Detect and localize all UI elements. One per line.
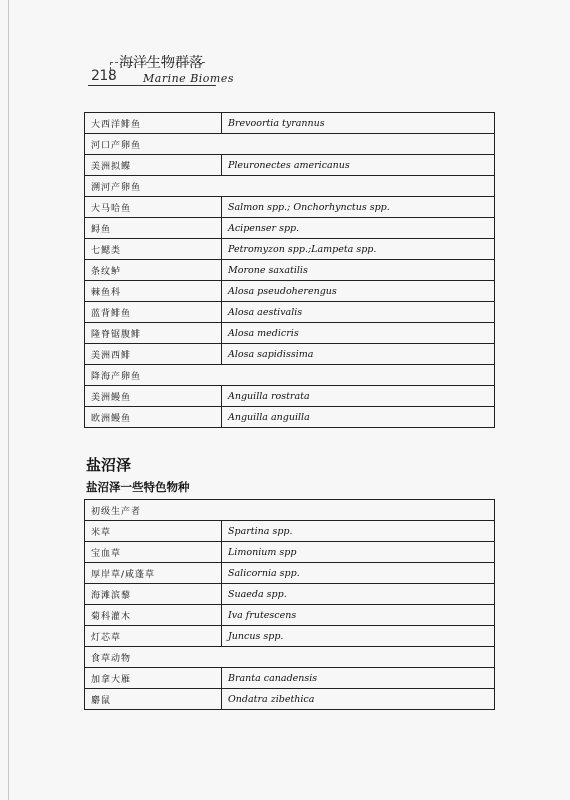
species-row (85, 407, 495, 428)
common-name-cell: 麝鼠 (85, 689, 222, 710)
scientific-name-cell: Anguilla anguilla (222, 407, 495, 428)
common-name-cell: 加拿大雁 (85, 668, 222, 689)
scientific-name-cell: Alosa aestivalis (222, 302, 495, 323)
fish-species-table (84, 112, 495, 428)
species-row (85, 323, 495, 344)
scientific-name-cell: Spartina spp. (222, 521, 495, 542)
scientific-name-cell: Limonium spp (222, 542, 495, 563)
common-name-cell: 棘鱼科 (85, 281, 222, 302)
common-name-cell: 美洲西鲱 (85, 344, 222, 365)
group-header-row (85, 500, 495, 521)
species-row (85, 302, 495, 323)
fish-species-table-body (85, 113, 495, 428)
scientific-name-cell: Suaeda spp. (222, 584, 495, 605)
scientific-name-cell: Branta canadensis (222, 668, 495, 689)
scientific-name-cell: Salicornia spp. (222, 563, 495, 584)
scientific-name-cell: Alosa sapidissima (222, 344, 495, 365)
scientific-name-cell: Acipenser spp. (222, 218, 495, 239)
common-name-cell: 米草 (85, 521, 222, 542)
species-row (85, 542, 495, 563)
group-header-row (85, 134, 495, 155)
header-rule (88, 85, 216, 86)
page-number: 218 (91, 68, 117, 84)
common-name-cell: 厚岸草/咸蓬草 (85, 563, 222, 584)
common-name-cell: 灯芯草 (85, 626, 222, 647)
section-subtitle: 盐沼泽一些特色物种 (86, 480, 190, 494)
species-row (85, 584, 495, 605)
species-row (85, 626, 495, 647)
salt-marsh-species-table (84, 499, 495, 710)
page-edge-line (8, 0, 9, 800)
common-name-cell: 隆脊锯腹鲱 (85, 323, 222, 344)
book-title-english: Marine Biomes (143, 72, 234, 85)
common-name-cell: 蓝背鲱鱼 (85, 302, 222, 323)
group-label: 初级生产者 (85, 500, 495, 521)
group-header-row (85, 176, 495, 197)
scientific-name-cell: Petromyzon spp.;Lampeta spp. (222, 239, 495, 260)
running-header (0, 0, 570, 100)
common-name-cell: 菊科灌木 (85, 605, 222, 626)
species-row (85, 197, 495, 218)
group-header-row (85, 647, 495, 668)
group-label: 降海产卵鱼 (85, 365, 495, 386)
book-title-chinese: 海洋生物群落 (119, 55, 203, 71)
common-name-cell: 美洲鳗鱼 (85, 386, 222, 407)
group-label: 食草动物 (85, 647, 495, 668)
species-row (85, 260, 495, 281)
species-row (85, 563, 495, 584)
common-name-cell: 鲟鱼 (85, 218, 222, 239)
group-label: 河口产卵鱼 (85, 134, 495, 155)
common-name-cell: 七鳃类 (85, 239, 222, 260)
common-name-cell: 大马哈鱼 (85, 197, 222, 218)
salt-marsh-table-body (85, 500, 495, 710)
species-row (85, 218, 495, 239)
species-row (85, 689, 495, 710)
species-row (85, 344, 495, 365)
common-name-cell: 海滩滨藜 (85, 584, 222, 605)
scientific-name-cell: Morone saxatilis (222, 260, 495, 281)
section-title: 盐沼泽 (86, 456, 132, 474)
species-row (85, 239, 495, 260)
scientific-name-cell: Ondatra zibethica (222, 689, 495, 710)
scientific-name-cell: Alosa pseudoherengus (222, 281, 495, 302)
species-row (85, 386, 495, 407)
group-label: 溯河产卵鱼 (85, 176, 495, 197)
scientific-name-cell: Iva frutescens (222, 605, 495, 626)
common-name-cell: 宝血草 (85, 542, 222, 563)
scientific-name-cell: Anguilla rostrata (222, 386, 495, 407)
common-name-cell: 条纹鲈 (85, 260, 222, 281)
species-row (85, 605, 495, 626)
group-header-row (85, 365, 495, 386)
scientific-name-cell: Juncus spp. (222, 626, 495, 647)
scientific-name-cell: Pleuronectes americanus (222, 155, 495, 176)
scientific-name-cell: Alosa medicris (222, 323, 495, 344)
common-name-cell: 美洲拟鲽 (85, 155, 222, 176)
species-row (85, 521, 495, 542)
species-row (85, 668, 495, 689)
common-name-cell: 大西洋鲱鱼 (85, 113, 222, 134)
species-row (85, 281, 495, 302)
common-name-cell: 欧洲鳗鱼 (85, 407, 222, 428)
species-row (85, 155, 495, 176)
scientific-name-cell: Brevoortia tyrannus (222, 113, 495, 134)
species-row (85, 113, 495, 134)
scientific-name-cell: Salmon spp.; Onchorhynctus spp. (222, 197, 495, 218)
